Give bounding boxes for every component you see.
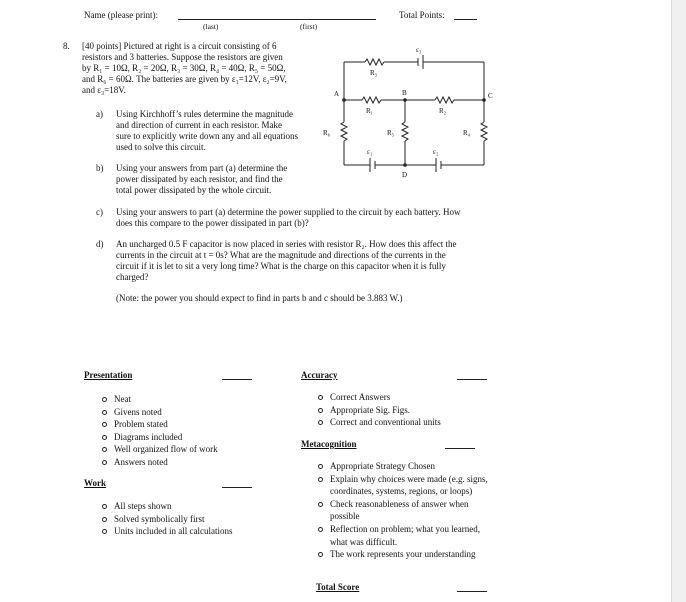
problem-intro-line: and R₆ = 60Ω. The batteries are given by ε₁=12V, ε₂=9V, bbox=[82, 74, 287, 84]
metacognition-title: Metacognition bbox=[301, 439, 357, 449]
r5-label: R₅ bbox=[387, 129, 395, 137]
part-d-line: An uncharged 0.5 F capacitor is now placed in series with resistor R₂. How does this affect the bbox=[116, 239, 457, 249]
part-d-line: circuit if it is let to sit a very long time? What is the charge on this capacitor when it is fully bbox=[116, 261, 446, 271]
list-item: Solved symbolically first bbox=[100, 513, 232, 526]
problem-intro-line: and ε₃=18V. bbox=[82, 85, 126, 95]
first-name-label: (first) bbox=[300, 22, 318, 31]
work-list bbox=[100, 500, 232, 538]
list-item: Problem stated bbox=[100, 418, 218, 431]
name-label: Name (please print): bbox=[84, 10, 158, 20]
work-title: Work bbox=[84, 478, 107, 488]
metacognition-score-blank bbox=[445, 448, 475, 449]
list-item: The work represents your understanding bbox=[316, 548, 496, 561]
list-item: Correct Answers bbox=[316, 391, 441, 404]
part-d-line: currents in the circuit at t = 0s? What are the magnitude and directions of the currents in the bbox=[116, 250, 446, 260]
problem-number: 8. bbox=[63, 41, 70, 51]
part-d-line: charged? bbox=[116, 272, 149, 282]
last-name-label: (last) bbox=[203, 22, 219, 31]
list-item: Appropriate Sig. Figs. bbox=[316, 404, 441, 417]
problem-intro-line: [40 points] Pictured at right is a circuit consisting of 6 bbox=[82, 41, 277, 51]
list-item: Correct and conventional units bbox=[316, 416, 441, 429]
r2-label: R₂ bbox=[439, 107, 447, 115]
circuit-diagram bbox=[310, 40, 500, 185]
list-item: All steps shown bbox=[100, 500, 232, 513]
r3-label: R₃ bbox=[370, 69, 378, 77]
r1-label: R₁ bbox=[366, 107, 374, 115]
list-item: Givens noted bbox=[100, 406, 218, 419]
list-item: Explain why choices were made (e.g. signs, coordinates, systems, regions, or loops) bbox=[316, 473, 496, 498]
list-item: Diagrams included bbox=[100, 431, 218, 444]
part-b-letter: b) bbox=[96, 163, 104, 173]
presentation-list bbox=[100, 393, 218, 469]
part-a-line: Using Kirchhoff’s rules determine the magnitude bbox=[116, 109, 294, 119]
list-item: Check reasonableness of answer when possible bbox=[316, 498, 496, 523]
node-b-label: B bbox=[402, 89, 407, 97]
e1-label: ε₁ bbox=[367, 148, 373, 156]
part-c-line: does this compare to the power dissipated in part (b)? bbox=[116, 218, 309, 228]
metacognition-list bbox=[316, 460, 496, 561]
part-b-line: power dissipated by each resistor, and find the bbox=[116, 174, 283, 184]
power-note: (Note: the power you should expect to find in parts b and c should be 3.883 W.) bbox=[116, 293, 403, 303]
e3-label: ε₃ bbox=[416, 46, 422, 54]
e2-label: ε₂ bbox=[433, 148, 439, 156]
presentation-score-blank bbox=[222, 379, 252, 380]
list-item: Reflection on problem; what you learned, what was difficult. bbox=[316, 523, 496, 548]
r4-label: R₄ bbox=[463, 129, 471, 137]
node-d-label: D bbox=[402, 171, 408, 179]
presentation-title: Presentation bbox=[84, 370, 133, 380]
list-item: Answers noted bbox=[100, 456, 218, 469]
total-score-blank bbox=[457, 591, 487, 592]
r6-label: R₆ bbox=[323, 129, 331, 137]
problem-intro-line: by R₁ = 10Ω, R₂ = 20Ω, R₃ = 30Ω, R₄ = 40Ω, R₅ = 50Ω, bbox=[82, 63, 286, 73]
name-blank bbox=[178, 19, 376, 20]
list-item: Units included in all calculations bbox=[100, 525, 232, 538]
work-score-blank bbox=[222, 487, 252, 488]
total-score-title: Total Score bbox=[316, 582, 360, 592]
part-b-line: total power dissipated by the whole circuit. bbox=[116, 185, 272, 195]
part-b-line: Using your answers from part (a) determine the bbox=[116, 163, 288, 173]
total-points-blank bbox=[454, 19, 477, 20]
part-c-letter: c) bbox=[96, 207, 103, 217]
total-points-label: Total Points: bbox=[399, 10, 445, 20]
part-a-line: sure to explicitly write down any and all equations bbox=[116, 131, 298, 141]
part-a-line: and direction of current in each resistor. Make bbox=[116, 120, 282, 130]
list-item: Neat bbox=[100, 393, 218, 406]
list-item: Appropriate Strategy Chosen bbox=[316, 460, 496, 473]
list-item: Well organized flow of work bbox=[100, 443, 218, 456]
vertical-scrollbar[interactable] bbox=[671, 0, 686, 602]
part-d-letter: d) bbox=[96, 239, 104, 249]
node-c-label: C bbox=[488, 92, 493, 100]
part-a-letter: a) bbox=[96, 109, 103, 119]
part-a-line: used to solve this circuit. bbox=[116, 142, 206, 152]
accuracy-score-blank bbox=[457, 379, 487, 380]
part-c-line: Using your answers to part (a) determine the power supplied to the circuit by each battery. How bbox=[116, 207, 461, 217]
accuracy-list bbox=[316, 391, 441, 429]
accuracy-title: Accuracy bbox=[301, 370, 338, 380]
node-a-label: A bbox=[334, 90, 340, 98]
problem-intro-line: resistors and 3 batteries. Suppose the resistors are given bbox=[82, 52, 283, 62]
